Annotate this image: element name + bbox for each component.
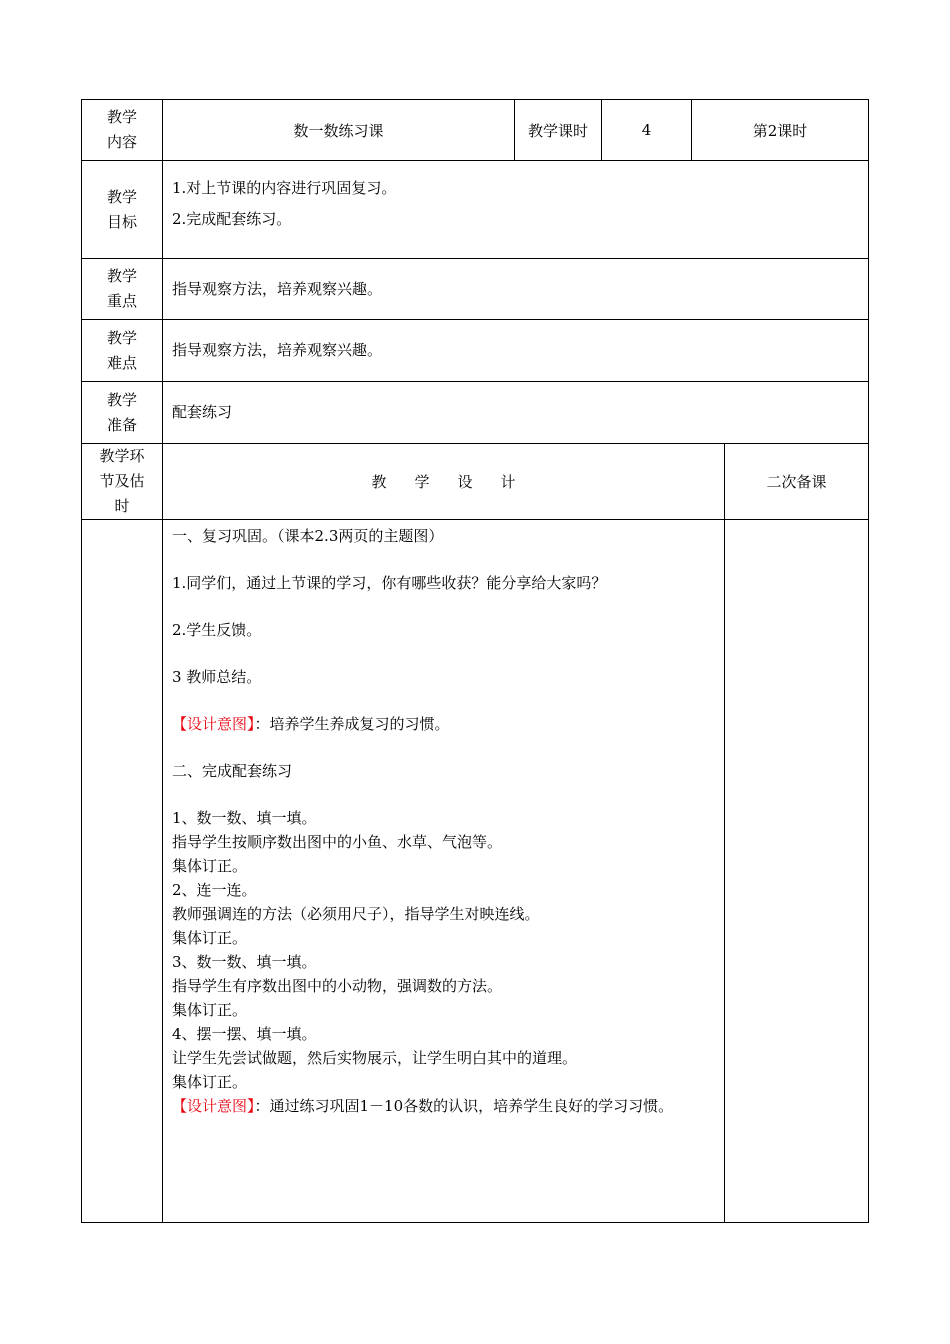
lesson-plan-table [81, 99, 869, 1223]
difficulties-row [82, 320, 869, 382]
exercise-title: 2、连一连。 [172, 881, 257, 899]
review-question: 1.同学们，通过上节课的学习，你有哪些收获？能分享给大家吗？ [172, 574, 607, 592]
design-content [163, 520, 725, 1223]
exercise-end: 集体订正。 [172, 929, 248, 947]
exercise-desc: 让学生先尝试做题，然后实物展示，让学生明白其中的道理。 [172, 1049, 578, 1067]
exercise-title: 1、数一数、填一填。 [172, 809, 317, 827]
preparation-row [82, 382, 869, 444]
design-intent: 【设计意图】：培养学生养成复习的习惯。 [172, 715, 450, 733]
exercise-desc: 指导学生有序数出图中的小动物，强调数的方法。 [172, 977, 503, 995]
design-header-row [82, 444, 869, 520]
review-question: 2.学生反馈。 [172, 621, 262, 639]
exercise-desc: 教师强调连的方法（必须用尺子），指导学生对映连线。 [172, 905, 540, 923]
goals-row [82, 161, 869, 259]
exercise-end: 集体订正。 [172, 857, 248, 875]
key-points-row [82, 259, 869, 320]
goal-item: 1.对上节课的内容进行巩固复习。 [172, 179, 397, 197]
exercise-end: 集体订正。 [172, 1001, 248, 1019]
section-title: 二、完成配套练习 [172, 762, 293, 780]
design-intent: 【设计意图】：通过练习巩固1－10各数的认识，培养学生良好的学习习惯。 [172, 1097, 674, 1115]
hours-label: 教学课时 [515, 100, 602, 161]
key-points-label: 教学 重点 [82, 259, 163, 320]
exercise-title: 4、摆一摆、填一填。 [172, 1025, 317, 1043]
header-row [82, 100, 869, 161]
goal-item: 2.完成配套练习。 [172, 210, 292, 228]
stage-cell [82, 520, 163, 1223]
key-points-text: 指导观察方法，培养观察兴趣。 [163, 259, 869, 320]
preparation-text: 配套练习 [163, 382, 869, 444]
exercise-end: 集体订正。 [172, 1073, 248, 1091]
goals-content [163, 161, 869, 259]
preparation-label: 教学 准备 [82, 382, 163, 444]
difficulties-text: 指导观察方法，培养观察兴趣。 [163, 320, 869, 382]
design-intent-tag: 【设计意图】 [172, 715, 255, 733]
goals-label: 教学 目标 [82, 161, 163, 259]
design-body-row [82, 520, 869, 1223]
second-prep-label: 二次备课 [725, 444, 869, 520]
difficulties-label: 教学 难点 [82, 320, 163, 382]
exercise-desc: 指导学生按顺序数出图中的小鱼、水草、气泡等。 [172, 833, 503, 851]
content-label: 教学 内容 [82, 100, 163, 161]
exercise-title: 3、数一数、填一填。 [172, 953, 317, 971]
design-title: 教 学 设 计 [163, 444, 725, 520]
section-title: 一、复习巩固。（课本2.3两页的主题图） [172, 527, 444, 545]
review-question: 3 教师总结。 [172, 668, 262, 686]
second-prep-cell [725, 520, 869, 1223]
hours-value: 4 [602, 100, 692, 161]
lesson-number: 第2课时 [692, 100, 869, 161]
design-intent-tag: 【设计意图】 [172, 1097, 255, 1115]
lesson-topic: 数一数练习课 [163, 100, 515, 161]
stage-label: 教学环 节及估 时 [82, 444, 163, 520]
